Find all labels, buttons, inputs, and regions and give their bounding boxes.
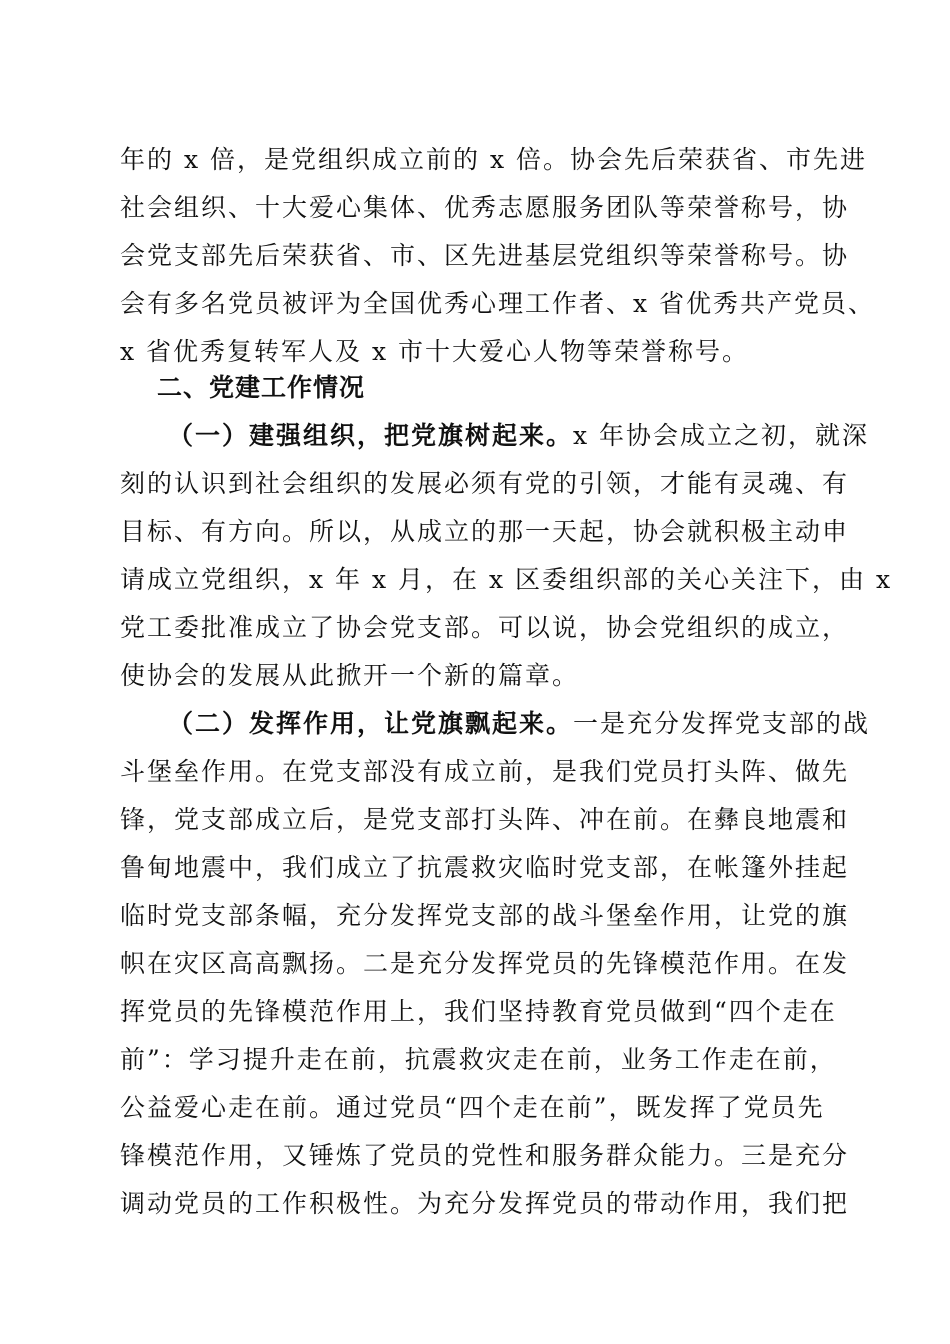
paragraph-line: 前”：学习提升走在前，抗震救灾走在前，业务工作走在前， bbox=[120, 1045, 837, 1074]
subsection-first-line bbox=[168, 414, 870, 458]
paragraph-line: 党工委批准成立了协会党支部。可以说，协会党组织的成立， bbox=[120, 613, 850, 642]
paragraph-line: 目标、有方向。所以，从成立的那一天起，协会就积极主动申 bbox=[120, 517, 850, 546]
paragraph-line: 帜在灾区高高飘扬。二是充分发挥党员的先锋模范作用。在发 bbox=[120, 949, 850, 978]
subsection-first-line bbox=[168, 702, 871, 746]
paragraph-line: 使协会的发展从此掀开一个新的篇章。 bbox=[120, 661, 580, 690]
paragraph-line: 锋，党支部成立后，是党支部打头阵、冲在前。在彝良地震和 bbox=[120, 805, 850, 834]
paragraph-line: 公益爱心走在前。通过党员“四个走在前”，既发挥了党员先 bbox=[120, 1093, 825, 1122]
paragraph-line: 斗堡垒作用。在党支部没有成立前，是我们党员打头阵、做先 bbox=[120, 757, 850, 786]
subsection-title: （二）发挥作用，让党旗飘起来。 bbox=[168, 709, 574, 738]
section-heading: 二、党建工作情况 bbox=[157, 373, 366, 402]
paragraph-line: 会党支部先后荣获省、市、区先进基层党组织等荣誉称号。协 bbox=[120, 241, 850, 270]
paragraph-line: 会有多名党员被评为全国优秀心理工作者、x 省优秀共产党员、 bbox=[120, 289, 876, 318]
paragraph-line: 锋模范作用，又锤炼了党员的党性和服务群众能力。三是充分 bbox=[120, 1141, 850, 1170]
paragraph-line: x 省优秀复转军人及 x 市十大爱心人物等荣誉称号。 bbox=[120, 337, 750, 366]
subsection-text: 一是充分发挥党支部的战 bbox=[573, 709, 871, 738]
subsection-text: x 年协会成立之初，就深 bbox=[573, 421, 870, 450]
paragraph-line: 鲁甸地震中，我们成立了抗震救灾临时党支部，在帐篷外挂起 bbox=[120, 853, 850, 882]
paragraph-line: 挥党员的先锋模范作用上，我们坚持教育党员做到“四个走在 bbox=[120, 997, 837, 1026]
paragraph-line: 社会组织、十大爱心集体、优秀志愿服务团队等荣誉称号，协 bbox=[120, 193, 850, 222]
subsection-title: （一）建强组织，把党旗树起来。 bbox=[168, 421, 574, 450]
paragraph-line: 临时党支部条幅，充分发挥党支部的战斗堡垒作用，让党的旗 bbox=[120, 901, 850, 930]
paragraph-line: 刻的认识到社会组织的发展必须有党的引领，才能有灵魂、有 bbox=[120, 469, 850, 498]
paragraph-line: 请成立党组织，x 年 x 月，在 x 区委组织部的关心关注下，由 x bbox=[120, 565, 893, 594]
paragraph-line: 调动党员的工作积极性。为充分发挥党员的带动作用，我们把 bbox=[120, 1189, 850, 1218]
paragraph-line: 年的 x 倍，是党组织成立前的 x 倍。协会先后荣获省、市先进 bbox=[120, 145, 867, 174]
